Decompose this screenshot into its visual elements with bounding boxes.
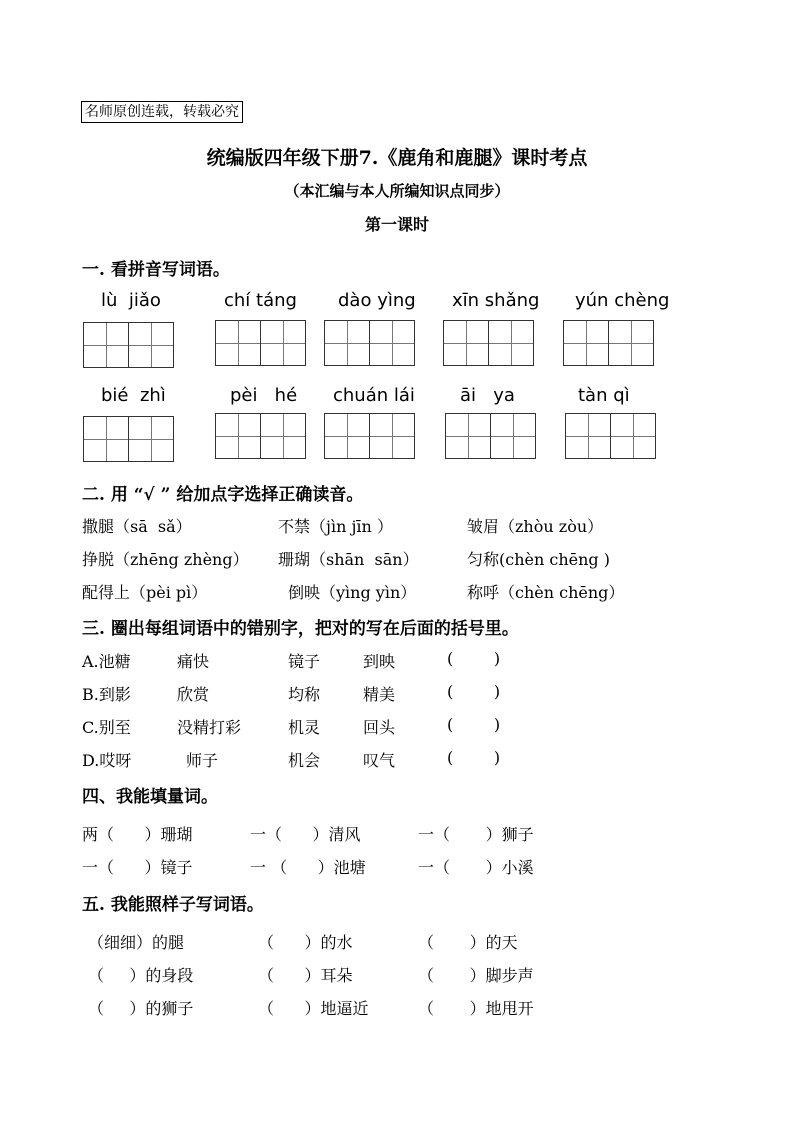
section-3-heading: 三. 圈出每组词语中的错别字，把对的写在后面的括号里。 <box>82 619 519 639</box>
pronunciation-item[interactable]: 匀称(chèn chēng ) <box>467 550 610 569</box>
measure-word-item[interactable]: 一（ ）狮子 <box>418 825 534 844</box>
answer-blank[interactable]: ( ) <box>447 715 501 734</box>
word-item: 痛快 <box>177 652 210 671</box>
word-item: 到映 <box>363 652 396 671</box>
pinyin-label: bié zhì <box>101 385 166 406</box>
pronunciation-item[interactable]: 挣脱（zhēng zhèng） <box>82 550 249 569</box>
writing-grid[interactable] <box>215 320 305 366</box>
word-item: 精美 <box>363 685 396 704</box>
word-item: 师子 <box>186 751 219 770</box>
pronunciation-item[interactable]: 撒腿（sā sǎ） <box>82 517 192 536</box>
pinyin-label: chuán lái <box>333 385 415 406</box>
writing-grid[interactable] <box>565 413 655 459</box>
pinyin-label: yún chèng <box>575 290 670 311</box>
section-5-heading: 五. 我能照样子写词语。 <box>82 895 264 915</box>
lesson-label: 第一课时 <box>364 215 429 234</box>
word-item: B.到影 <box>82 685 131 704</box>
measure-word-item[interactable]: 一（ ）镜子 <box>82 858 193 877</box>
writing-grid[interactable] <box>443 320 533 366</box>
phrase-item[interactable]: （ ）的狮子 <box>88 999 194 1018</box>
word-item: 机会 <box>288 751 321 770</box>
pronunciation-item[interactable]: 皱眉（zhòu zòu） <box>467 517 604 536</box>
writing-grid[interactable] <box>324 320 414 366</box>
word-item: 镜子 <box>288 652 321 671</box>
word-item: 均称 <box>288 685 321 704</box>
pinyin-label: lù jiǎo <box>101 290 161 311</box>
writing-grid[interactable] <box>445 413 535 459</box>
pronunciation-item[interactable]: 不禁（jìn jīn ） <box>278 517 393 536</box>
pinyin-label: pèi hé <box>230 385 298 406</box>
phrase-item[interactable]: （ ）地逼近 <box>258 999 369 1018</box>
phrase-item[interactable]: （ ）耳朵 <box>258 966 353 985</box>
page-title: 统编版四年级下册7.《鹿角和鹿腿》课时考点 <box>206 147 588 169</box>
section-4-heading: 四、我能填量词。 <box>82 787 218 807</box>
word-item: 回头 <box>363 718 396 737</box>
pinyin-label: āi ya <box>460 385 515 406</box>
word-item: A.池糖 <box>82 652 131 671</box>
writing-grid[interactable] <box>215 413 305 459</box>
pronunciation-item[interactable]: 配得上（pèi pì） <box>82 583 208 602</box>
word-item: D.哎呀 <box>82 751 132 770</box>
phrase-item[interactable]: （ ）的身段 <box>88 966 194 985</box>
measure-word-item[interactable]: 一（ ）小溪 <box>418 858 534 877</box>
word-item: 机灵 <box>288 718 321 737</box>
measure-word-item[interactable]: 一（ ）清风 <box>250 825 361 844</box>
word-item: C.别至 <box>82 718 131 737</box>
answer-blank[interactable]: ( ) <box>447 748 501 767</box>
measure-word-item[interactable]: 一 （ ）池塘 <box>250 858 366 877</box>
answer-blank[interactable]: ( ) <box>447 682 501 701</box>
word-item: 叹气 <box>363 751 396 770</box>
phrase-item[interactable]: （ ）的天 <box>418 933 518 952</box>
pinyin-label: chí táng <box>224 290 297 311</box>
writing-grid[interactable] <box>83 322 173 368</box>
pronunciation-item[interactable]: 称呼（chèn chēng） <box>467 583 625 602</box>
phrase-item[interactable]: （细细）的腿 <box>88 933 185 952</box>
section-2-heading: 二. 用 “√ ” 给加点字选择正确读音。 <box>82 485 364 505</box>
measure-word-item[interactable]: 两（ ）珊瑚 <box>82 825 193 844</box>
pronunciation-item[interactable]: 倒映（yìng yìn） <box>288 583 417 602</box>
word-item: 欣赏 <box>177 685 210 704</box>
pinyin-label: xīn shǎng <box>452 290 540 311</box>
phrase-item[interactable]: （ ）的水 <box>258 933 353 952</box>
phrase-item[interactable]: （ ）地甩开 <box>418 999 534 1018</box>
writing-grid[interactable] <box>83 416 173 462</box>
section-1-heading: 一. 看拼音写词语。 <box>82 260 230 280</box>
pronunciation-item[interactable]: 珊瑚（shān sān） <box>278 550 419 569</box>
answer-blank[interactable]: ( ) <box>447 649 501 668</box>
word-item: 没精打彩 <box>177 718 242 737</box>
writing-grid[interactable] <box>563 320 653 366</box>
copyright-stamp: 名师原创连载，转载必究 <box>81 101 243 123</box>
phrase-item[interactable]: （ ）脚步声 <box>418 966 534 985</box>
writing-grid[interactable] <box>324 413 414 459</box>
pinyin-label: tàn qì <box>578 385 630 406</box>
page-subtitle: （本汇编与本人所编知识点同步） <box>284 182 510 200</box>
pinyin-label: dào yìng <box>338 290 416 311</box>
